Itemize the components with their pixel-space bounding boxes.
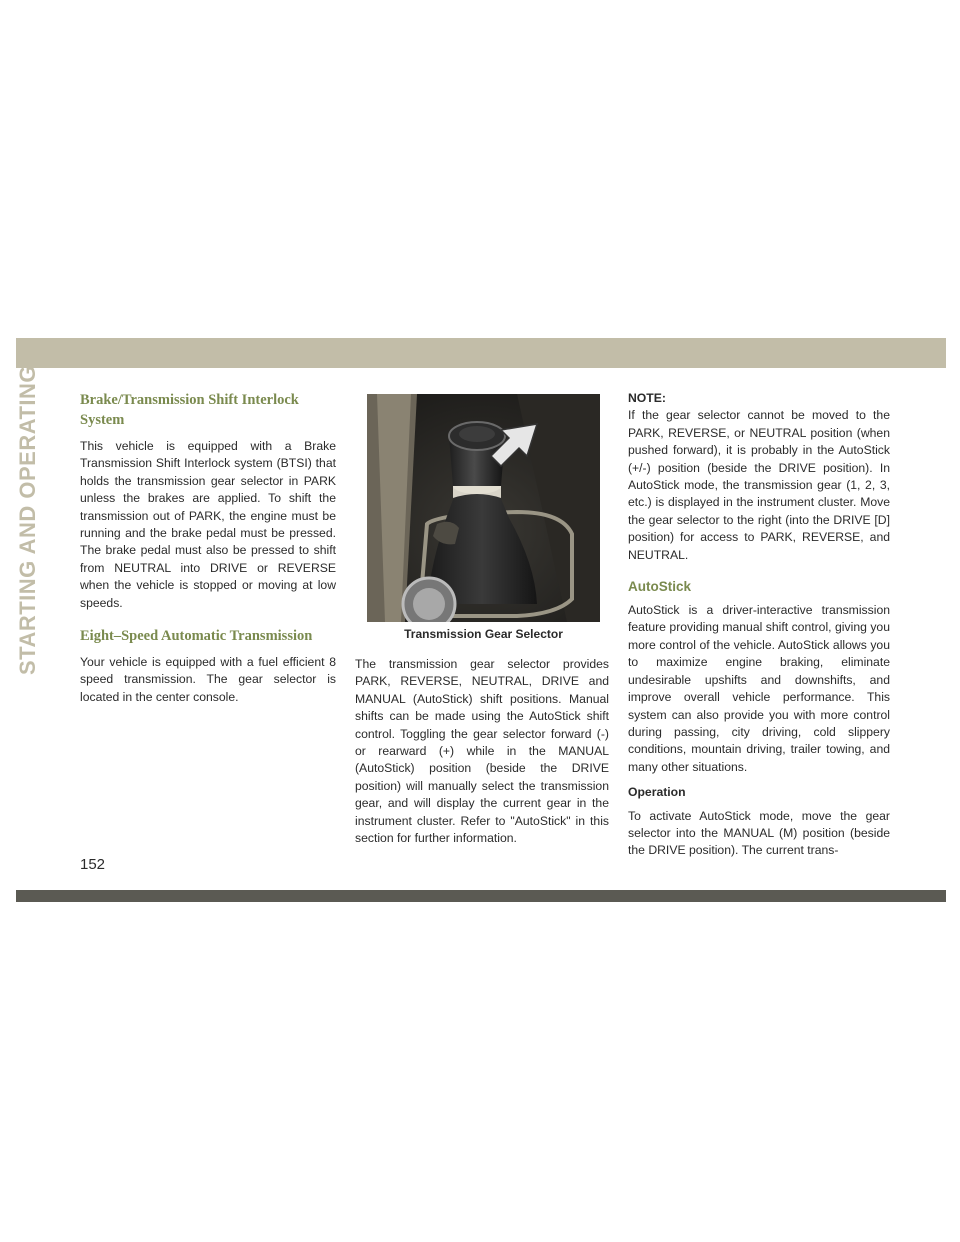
paragraph-operation: To activate AutoStick mode, move the gear selector into the MANUAL (M) position (beside the DRIVE position). The current trans- — [628, 808, 890, 858]
note-text: If the gear selector cannot be moved to the PARK, REVERSE, or NEUTRAL position (when pushed forward), it is probably in the AutoStick (+/-) position (beside the DRIVE position). In AutoStick mode, the transmission gear (1, 2, 3, etc.) is displayed in the instrument cluster. Move the gear selector to the right (into the DRIVE [D] position) for access to PARK, REVERSE, and NEUTRAL. — [628, 408, 890, 562]
heading-eight-speed: Eight–Speed Automatic Transmission — [80, 628, 313, 645]
column-right — [628, 390, 890, 868]
paragraph-gear-selector: The transmission gear selector provides PARK, REVERSE, NEUTRAL, DRIVE and MANUAL (AutoStick) shift positions. Manual shifts can be made using the AutoStick shift control. Toggling the gear selector forward (-) or rearward (+) while in the MANUAL (AutoStick) position (beside the DRIVE position) will manually select the transmission gear, and will display the current gear in the instrument cluster. Refer to "AutoStick" in this section for further information. — [355, 657, 609, 846]
gear-selector-illustration — [367, 394, 600, 622]
gear-selector-photo — [367, 394, 600, 622]
note-label: NOTE: — [628, 391, 666, 405]
photo-caption: Transmission Gear Selector — [404, 627, 563, 641]
paragraph-eight-speed: Your vehicle is equipped with a fuel efficient 8 speed transmission. The gear selector is located in the center console. — [80, 655, 336, 704]
footer-rule — [16, 890, 946, 902]
column-middle — [355, 390, 609, 855]
section-side-label — [8, 364, 48, 676]
column-left — [80, 390, 336, 714]
paragraph-autostick: AutoStick is a driver-interactive transmission feature providing manual shift control, giving you more control of the vehicle. AutoStick allows you to maximize engine braking, eliminate undesirable upshifts and downshifts, and improve overall vehicle performance. This system can also provide you with more control during passing, city driving, cold slippery conditions, mountain driving, trailer towing, and many other situations. — [628, 603, 890, 774]
operation-label: Operation — [628, 785, 686, 800]
heading-autostick: AutoStick — [628, 579, 692, 595]
paragraph-btsi: This vehicle is equipped with a Brake Transmission Shift Interlock system (BTSI) that holds the transmission gear selector in PARK unless the brakes are applied. To shift the transmission out of PARK, the engine must be running and the brake pedal must be pressed. The brake pedal must also be pressed to shift from NEUTRAL into DRIVE or REVERSE when the vehicle is stopped or moving at low speeds. — [80, 439, 336, 610]
page-number: 152 — [80, 856, 106, 873]
header-band — [16, 338, 946, 368]
heading-brake-interlock: Brake/Transmission Shift Interlock System — [80, 392, 299, 428]
section-label-text: STARTING AND OPERATING — [15, 364, 40, 676]
